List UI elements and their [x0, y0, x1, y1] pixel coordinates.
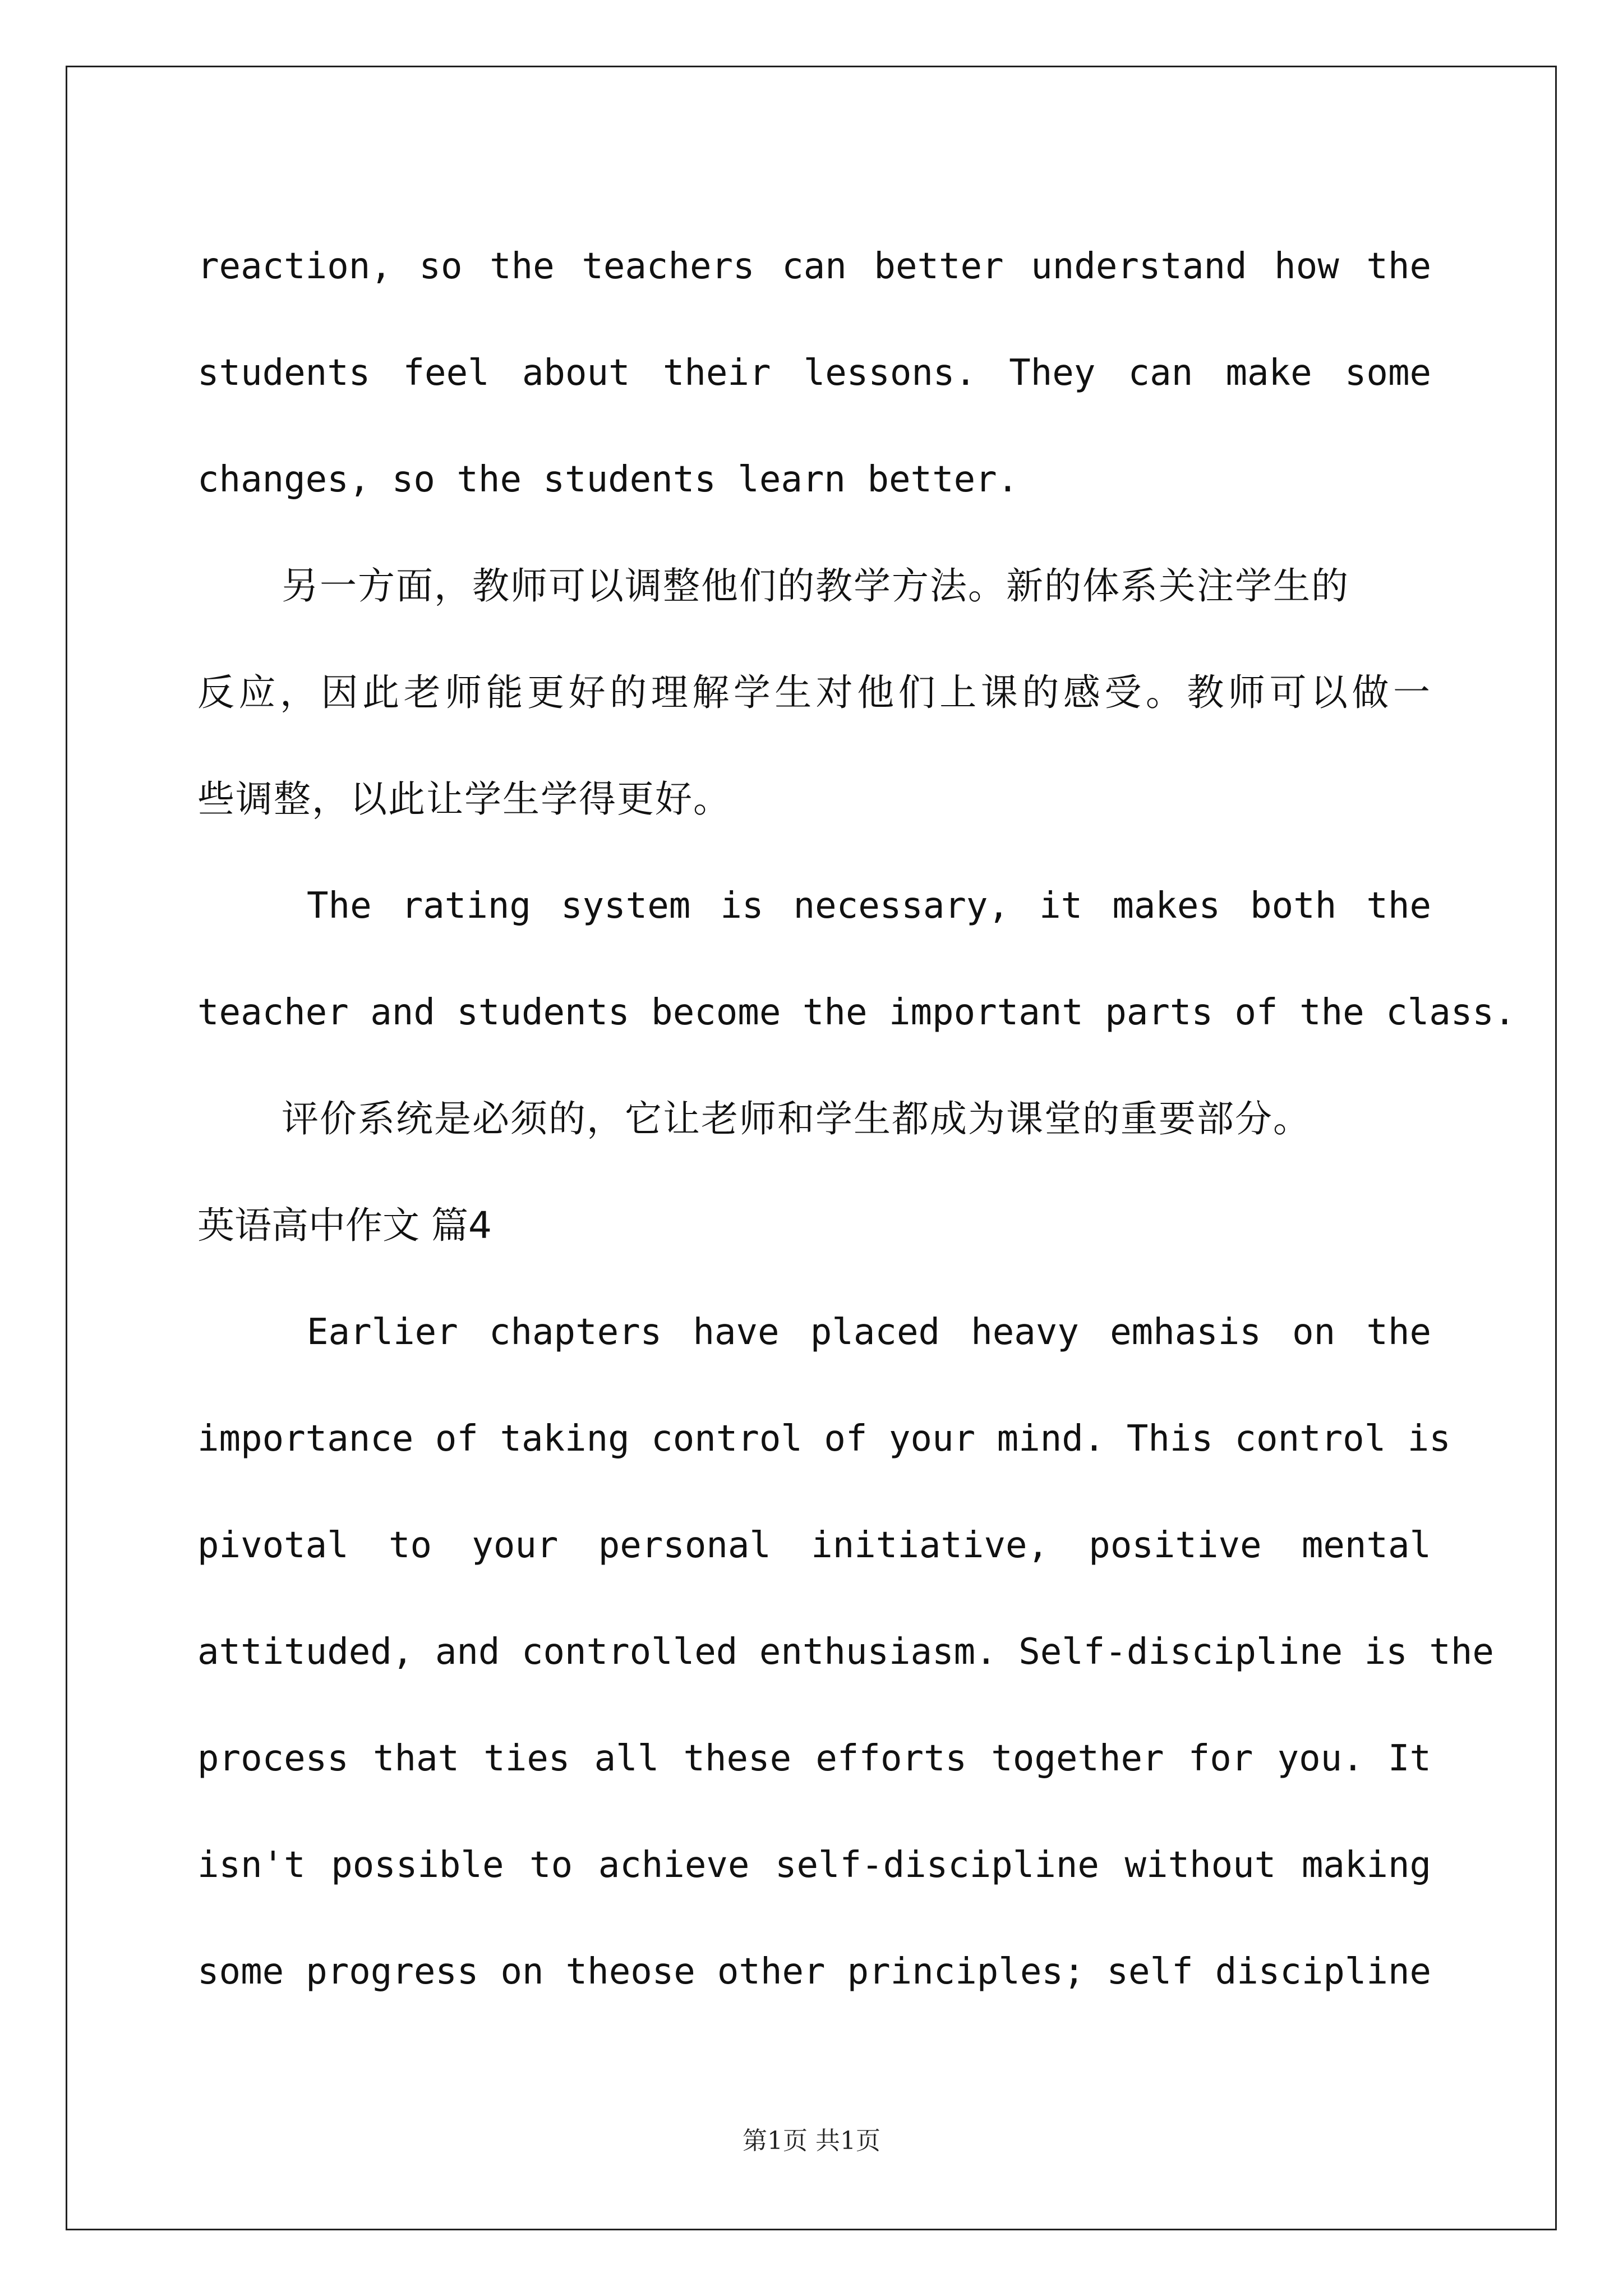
text-line: Earlier chapters have placed heavy emhasis on the: [307, 1312, 1431, 1353]
text-line: students feel about their lessons. They can make some: [197, 352, 1431, 394]
paragraph-en-3: [197, 1279, 1494, 2025]
paragraph-zh-1: [197, 533, 1431, 853]
text-line: The rating system is necessary, it makes both the: [307, 885, 1431, 927]
text-line: 评价系统是必须的，它让老师和学生都成为课堂的重要部分。: [282, 1097, 1311, 1140]
page-number: 第1页 共1页: [743, 2127, 880, 2155]
text-line: pivotal to your personal initiative, positive mental: [197, 1525, 1431, 1566]
text-line: isn't possible to achieve self-discipline without making: [197, 1844, 1431, 1886]
text-line: process that ties all these efforts together for you. It: [197, 1738, 1431, 1779]
text-line: changes, so the students learn better.: [197, 459, 1019, 500]
text-line: reaction, so the teachers can better understand how the: [197, 246, 1431, 287]
text-line: attituded, and controlled enthusiasm. Self-discipline is the: [197, 1631, 1494, 1673]
text-line: 反应，因此老师能更好的理解学生对他们上课的感受。教师可以做一: [197, 671, 1431, 714]
paragraph-en-1: [197, 213, 1431, 533]
text-line: importance of taking control of your mind. This control is: [197, 1418, 1451, 1460]
text-line: 些调整，以此让学生学得更好。: [197, 777, 731, 821]
section-heading: 英语高中作文 篇4: [197, 1204, 492, 1247]
paragraph-zh-2: [197, 1066, 1431, 1172]
paragraph-en-2: [197, 853, 1516, 1066]
text-line: 另一方面，教师可以调整他们的教学方法。新的体系关注学生的: [282, 564, 1349, 608]
text-line: some progress on theose other principles; self discipline: [197, 1951, 1431, 1993]
text-line: teacher and students become the important parts of the class.: [197, 992, 1516, 1033]
document-body: [197, 213, 1516, 2025]
